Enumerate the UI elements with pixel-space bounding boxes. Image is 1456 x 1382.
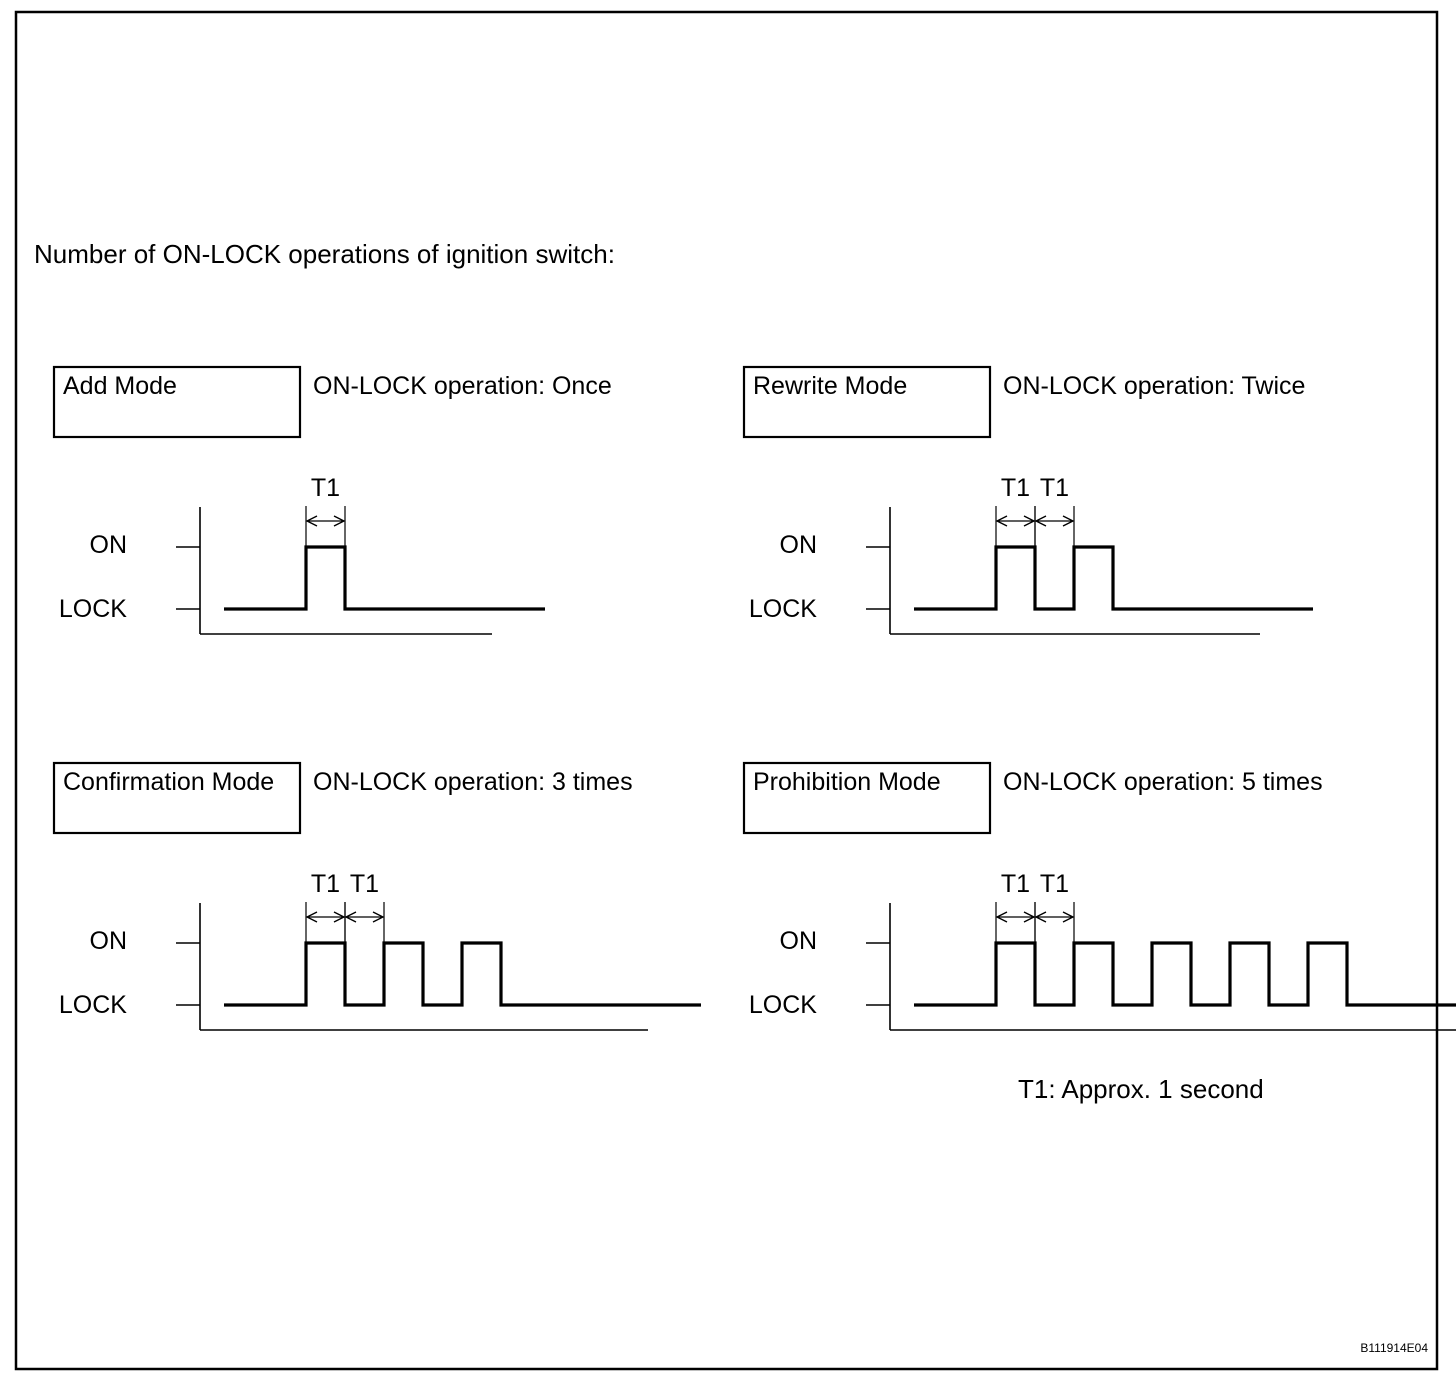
mode-label: Confirmation Mode [63,768,275,796]
lock-label: LOCK [58,595,127,623]
panel-add-mode [54,367,612,634]
lock-label: LOCK [58,991,127,1019]
lock-label: LOCK [748,991,817,1019]
mode-label: Rewrite Mode [753,372,908,400]
mode-label: Add Mode [63,372,177,400]
on-label: ON [779,531,817,559]
panel-prohibition-mode [744,763,1456,1030]
t1-label: T1 [1039,474,1070,502]
lock-label: LOCK [748,595,817,623]
figure-border [16,12,1437,1369]
panel-confirmation-mode [54,763,701,1030]
waveform [914,547,1313,609]
heading: Number of ON-LOCK operations of ignition switch: [34,239,615,269]
on-label: ON [779,927,817,955]
t1-label: T1 [1000,474,1031,502]
operation-label: ON-LOCK operation: 3 times [313,768,633,796]
t1-label: T1 [310,474,341,502]
t1-note: T1: Approx. 1 second [1018,1074,1264,1104]
figure-id: B111914E04 [1360,1341,1428,1355]
t1-label: T1 [310,870,341,898]
on-label: ON [89,531,127,559]
mode-label: Prohibition Mode [753,768,941,796]
operation-label: ON-LOCK operation: Twice [1003,372,1306,400]
waveform [224,943,701,1005]
waveform [914,943,1456,1005]
on-label: ON [89,927,127,955]
t1-label: T1 [1039,870,1070,898]
t1-label: T1 [1000,870,1031,898]
operation-label: ON-LOCK operation: 5 times [1003,768,1323,796]
t1-label: T1 [349,870,380,898]
waveform [224,547,545,609]
operation-label: ON-LOCK operation: Once [313,372,612,400]
panel-rewrite-mode [744,367,1313,634]
